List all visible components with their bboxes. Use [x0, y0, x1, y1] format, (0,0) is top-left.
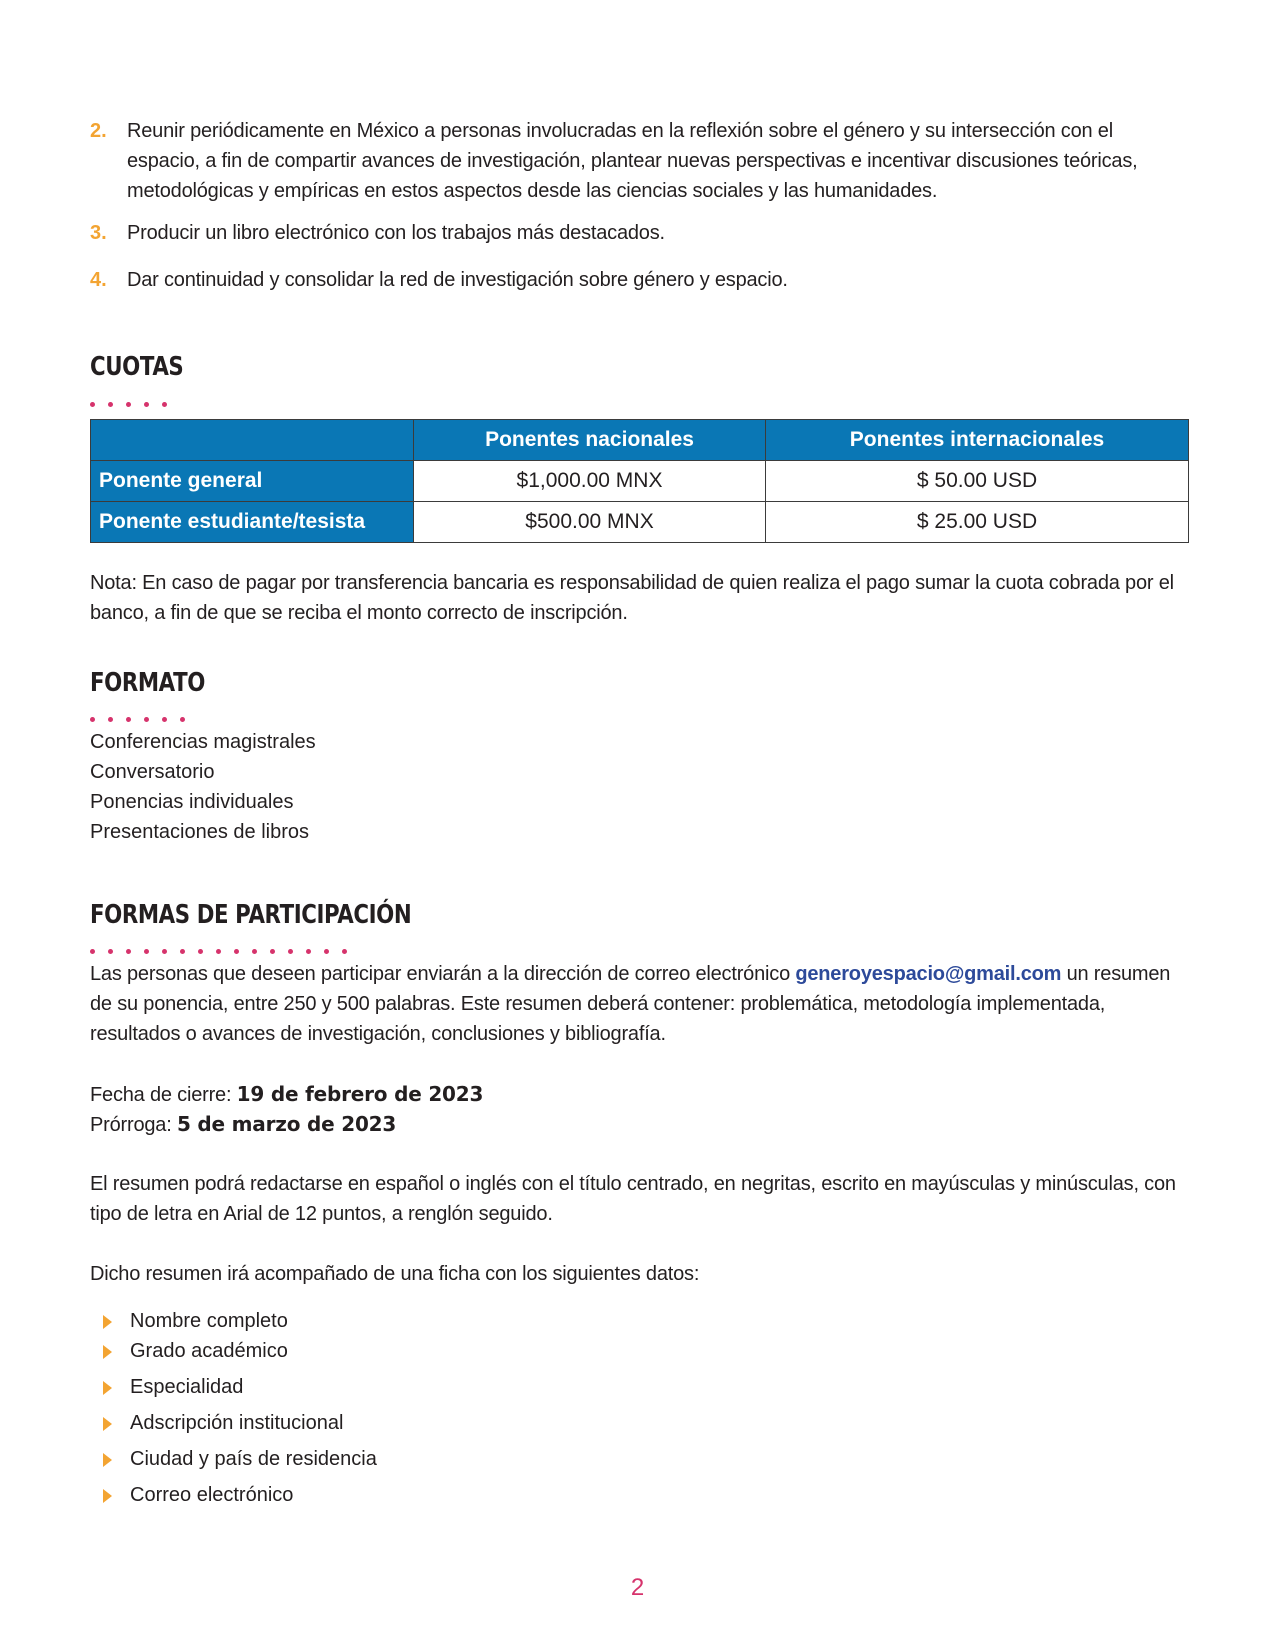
- extension-label: Prórroga:: [90, 1114, 177, 1136]
- list-item: Ciudad y país de residencia: [90, 1444, 377, 1474]
- table-header-row: [91, 420, 1189, 461]
- list-item: Especialidad: [90, 1372, 243, 1402]
- formato-list: [90, 727, 316, 847]
- goal-item: [90, 265, 1186, 295]
- list-item: Nombre completo: [90, 1306, 288, 1336]
- caret-right-icon: [103, 1381, 112, 1395]
- section-title-underline-dots: [90, 941, 360, 947]
- caret-right-icon: [103, 1315, 112, 1329]
- list-item: Correo electrónico: [90, 1480, 293, 1510]
- table-corner-cell: [91, 420, 414, 461]
- table-cell: $500.00 MNX: [414, 502, 766, 543]
- table-column-header: Ponentes internacionales: [766, 420, 1189, 461]
- list-item: Conversatorio: [90, 761, 215, 783]
- section-title-underline-dots: [90, 394, 180, 400]
- section-title-participacion: FORMAS DE PARTICIPACIÓN: [90, 900, 412, 930]
- goal-text: Producir un libro electrónico con los trabajos más destacados.: [127, 222, 665, 244]
- intro-text: Las personas que deseen participar enviarán a la dirección de correo electrónico: [90, 963, 796, 985]
- extension-line: [90, 1109, 1186, 1140]
- extension-date: 5 de marzo de 2023: [176, 1112, 397, 1136]
- abstract-format-text: El resumen podrá redactarse en español o inglés con el título centrado, en negritas, escrito en mayúsculas y minúsculas, con tipo de letra en Arial de 12 puntos, a renglón seguido.: [90, 1173, 1176, 1225]
- goal-item: [90, 116, 1186, 206]
- table-cell: $ 25.00 USD: [766, 502, 1189, 543]
- ficha-intro: Dicho resumen irá acompañado de una ficha con los siguientes datos:: [90, 1263, 700, 1285]
- caret-right-icon: [103, 1489, 112, 1503]
- caret-right-icon: [103, 1453, 112, 1467]
- list-item: Conferencias magistrales: [90, 731, 316, 753]
- list-item: Ponencias individuales: [90, 791, 294, 813]
- goal-text: Dar continuidad y consolidar la red de investigación sobre género y espacio.: [127, 269, 788, 291]
- page-number: 2: [630, 1574, 645, 1601]
- payment-note: Nota: En caso de pagar por transferencia bancaria es responsabilidad de quien realiza el pago sumar la cuota cobrada por el banco, a fin de que se reciba el monto correcto de inscripción.: [90, 572, 1174, 624]
- contact-email-link[interactable]: generoyespacio@gmail.com: [795, 963, 1062, 985]
- table-row: [91, 502, 1189, 543]
- table-column-header: Ponentes nacionales: [414, 420, 766, 461]
- section-title-cuotas: CUOTAS: [90, 352, 184, 382]
- deadline-line: [90, 1079, 1186, 1110]
- list-item: Presentaciones de libros: [90, 821, 310, 843]
- goal-number: 4.: [90, 269, 107, 291]
- list-item: Grado académico: [90, 1336, 288, 1366]
- table-row-header: Ponente estudiante/tesista: [91, 502, 414, 543]
- table-cell: $ 50.00 USD: [766, 461, 1189, 502]
- goal-number: 3.: [90, 222, 107, 244]
- section-title-formato: FORMATO: [90, 668, 205, 698]
- table-cell: $1,000.00 MNX: [414, 461, 766, 502]
- list-item: Adscripción institucional: [90, 1408, 343, 1438]
- goal-text: Reunir periódicamente en México a personas involucradas en la reflexión sobre el género y su intersección con el espacio, a fin de compartir avances de investigación, plantear nuevas perspectivas e incentivar discusiones teóricas, metodológicas y empíricas en estos aspectos desde las ciencias sociales y las humanidades.: [127, 120, 1138, 202]
- fees-table: [90, 419, 1189, 543]
- goal-item: [90, 218, 1186, 248]
- table-row: [91, 461, 1189, 502]
- deadline-label: Fecha de cierre:: [90, 1084, 237, 1106]
- section-title-underline-dots: [90, 709, 198, 715]
- caret-right-icon: [103, 1345, 112, 1359]
- deadline-date: 19 de febrero de 2023: [236, 1082, 484, 1106]
- caret-right-icon: [103, 1417, 112, 1431]
- intro-text: un resumen de su ponencia, entre 250 y 500 palabras. Este resumen deberá contener: problemática, metodología implementada, resultados o avances de investigación, conclusiones y bibliografía.: [90, 963, 1171, 1045]
- participation-intro: [90, 959, 1186, 1049]
- goal-number: 2.: [90, 120, 107, 142]
- table-row-header: Ponente general: [91, 461, 414, 502]
